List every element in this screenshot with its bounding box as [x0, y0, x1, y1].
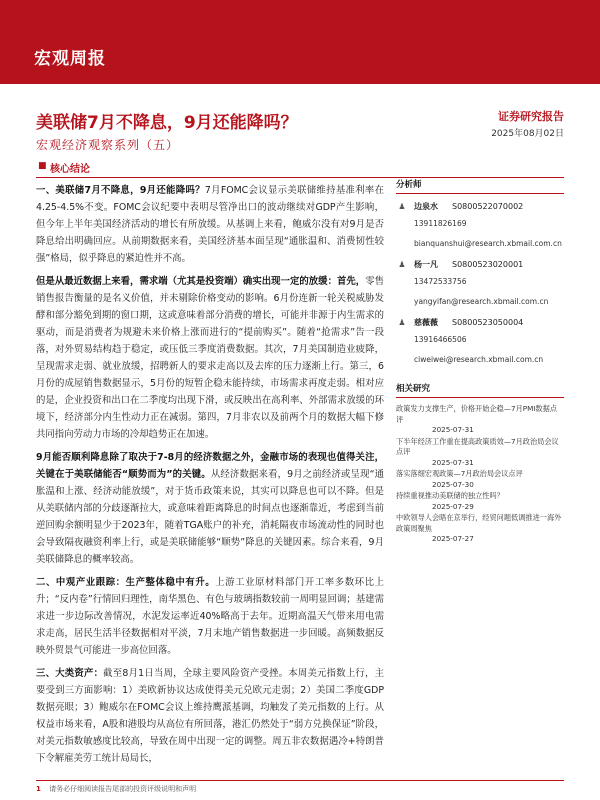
related-title[interactable]: 持续重视推动美联储的独立性吗？	[396, 491, 504, 500]
paragraph-lead: 但是从最近数据上来看，需求端（尤其是投资端）确实出现一定的放缓：首先，	[36, 276, 366, 287]
related-list	[396, 404, 564, 545]
footer-disclaimer: 请务必仔细阅读报告尾部的投资评级说明和声明	[49, 785, 197, 793]
person-icon: ♟	[398, 318, 406, 327]
related-date: 2025-07-30	[432, 479, 474, 489]
report-title: 美联储7月不降息，9月还能降吗？	[36, 113, 298, 133]
related-title[interactable]: 下半年经济工作重在提高政策质效—7月政治局会议点评	[396, 436, 559, 456]
related-date: 2025-07-31	[432, 457, 474, 467]
related-date: 2025-07-29	[432, 501, 474, 511]
sidebar	[396, 178, 564, 546]
paragraph-text: 7月FOMC会议显示美联储维持基准利率在4.25-4.5%不变。FOMC会议纪要中表明尽管净出口的波动继续对GDP产生影响，但今年上半年美国经济活动的增长有所放缓。从基调上来看，鲍威尔没有对9月是否降息给出明确回应。从前期数据来看，美国经济基本面呈现“通胀温和、消费韧性较强”格局，似乎降息的紧迫性并不高。	[36, 185, 384, 264]
page-footer	[36, 780, 564, 794]
analyst-cert: S0800523020001	[452, 260, 524, 269]
analyst-cert: S0800522070002	[452, 202, 524, 211]
related-heading: 相关研究	[396, 382, 564, 398]
analyst-card	[396, 316, 564, 370]
analyst-id-row	[396, 200, 564, 214]
report-date: 2025年08月02日	[491, 129, 564, 139]
paragraph-text: 上游工业原材料部门开工率多数环比上升；“反内卷”行情回归理性，南华黑色、有色与玻璃指数较前一周明显回调；基建需求进一步边际改善情况，水泥发运率近40%略高于去年。近期高温天气带来用电需求走高，居民生活半径数据相对平淡，7月末地产销售数据进一步回暖。高频数据反映外贸景气可能进一步高位回落。	[36, 577, 384, 656]
analyst-card	[396, 200, 564, 254]
analyst-email[interactable]: yangyifan@research.xbmail.com.cn	[414, 297, 549, 306]
analyst-card	[396, 258, 564, 312]
analyst-id-row	[396, 258, 564, 272]
person-icon: ♟	[398, 202, 406, 211]
analyst-name: 杨一凡	[414, 260, 438, 269]
related-date: 2025-07-27	[432, 534, 474, 543]
paragraph-text: 从经济数据来看，9月之前经济或呈现“通胀温和上涨、经济动能放缓”，对于货币政策来说，其实可以降息也可以不降。但是从美联储内部的分歧逐渐拉大，或意味着距离降息的时间点也逐渐靠近，考虑到当前逆回购余额明显少于2023年，随着TGA账户的补充，消耗隔夜市场流动性的同时也会导致隔夜融资利率上行，或是美联储能够“顺势”降息的关键因素。综合来看，9月美联储降息的概率较高。	[36, 469, 385, 565]
analyst-name: 慈薇薇	[414, 318, 438, 327]
analyst-email[interactable]: bianquanshui@research.xbmail.com.cn	[414, 239, 562, 248]
analyst-cert: S0800523050004	[452, 318, 524, 327]
section-header	[36, 158, 564, 178]
series-title: 宏观经济观察系列（五）	[36, 138, 180, 152]
analyst-phone: 13916466506	[414, 335, 467, 344]
analyst-name: 边泉水	[414, 202, 438, 211]
person-icon: ♟	[398, 260, 406, 269]
paragraph	[36, 574, 384, 659]
paragraph	[36, 182, 384, 267]
bullet-icon: ■	[38, 161, 47, 171]
report-type: 证券研究报告	[498, 110, 564, 123]
paragraph	[36, 273, 384, 443]
paragraph-lead: 9月能否顺利降息除了取决于7-8月的经济数据之外，金融市场的表现也值得关注，关键在于美联储能否“顺势而为”的关键。	[36, 452, 384, 480]
related-date: 2025-07-31	[432, 425, 474, 434]
related-title[interactable]: 落实落细宏观政策—7月政治局会议点评	[396, 469, 523, 478]
analysts-heading: 分析师	[396, 178, 564, 194]
paragraph-lead: 二、中观产业跟踪：生产整体稳中有升。	[36, 577, 216, 588]
related-title[interactable]: 中欧领导人会晤在京举行，经贸问题低调推进一海外政策周聚焦	[396, 513, 562, 533]
analyst-phone: 13911826169	[414, 219, 467, 228]
paragraph-lead: 三、大类资产：	[36, 668, 104, 679]
analyst-email[interactable]: ciweiwei@research.xbmail.com.cn	[414, 355, 544, 364]
header-banner	[0, 0, 600, 84]
section-title: 核心结论	[50, 164, 90, 175]
analyst-phone: 13472533756	[414, 277, 467, 286]
related-title[interactable]: 政策发力支撑生产，价格开始企稳—7月PMI数据点评	[396, 404, 557, 424]
page-number: 1	[36, 785, 41, 793]
analyst-id-row	[396, 316, 564, 330]
paragraph	[36, 449, 384, 568]
paragraph	[36, 665, 384, 767]
main-body	[36, 182, 384, 773]
paragraph-lead: 一、美联储7月不降息，9月还能降吗？	[36, 185, 205, 196]
banner-title: 宏观周报	[34, 49, 106, 69]
paragraph-text: 零售销售报告衡量的是名义价值，并未剔除价格变动的影响。6月份连新一轮关税威胁发酵和部分豁免到期的窗口期，这或意味着部分消费的增长，可能并非源于内生需求的驱动，而是消费者为规避未来价格上涨而进行的“提前购买”。随着“抢需求”告一段落，对外贸易结构趋于稳定，或压低三季度消费数据。其次，7月美国制造业疲降，呈现需求走弱、就业放缓，招聘新人的要求走高以及去库的压力逐渐上行。第三，6月份的成屋销售数据显示，5月份的短暂企稳未能持续，市场需求再度走弱。相对应的是，企业投资和出口在二季度均出现下滑，或反映出在高利率、外部需求放缓的环境下，经济部分内生性动力正在减弱。第四，7月非农以及前两个月的数据大幅下修共同指向劳动力市场的冷却趋势正在加速。	[36, 276, 384, 440]
paragraph-text: 截至8月1日当周，全球主要风险资产受挫。本周美元指数上行，主要受到三方面影响：1）美欧新协议达成使得美元兑欧元走弱；2）美国二季度GDP数据亮眼；3）鲍威尔在FOMC会议上维持鹰派基调，均触发了美元指数的上行。从权益市场来看，A股和港股均从高位有所回落，港汇仍然处于“弱方兑换保证”阶段，对美元指数敏感度比较高，导致在周中出现一定的调整。周五非农数据遇冷+特朗普下令解雇美劳工统计局局长，	[36, 668, 384, 764]
